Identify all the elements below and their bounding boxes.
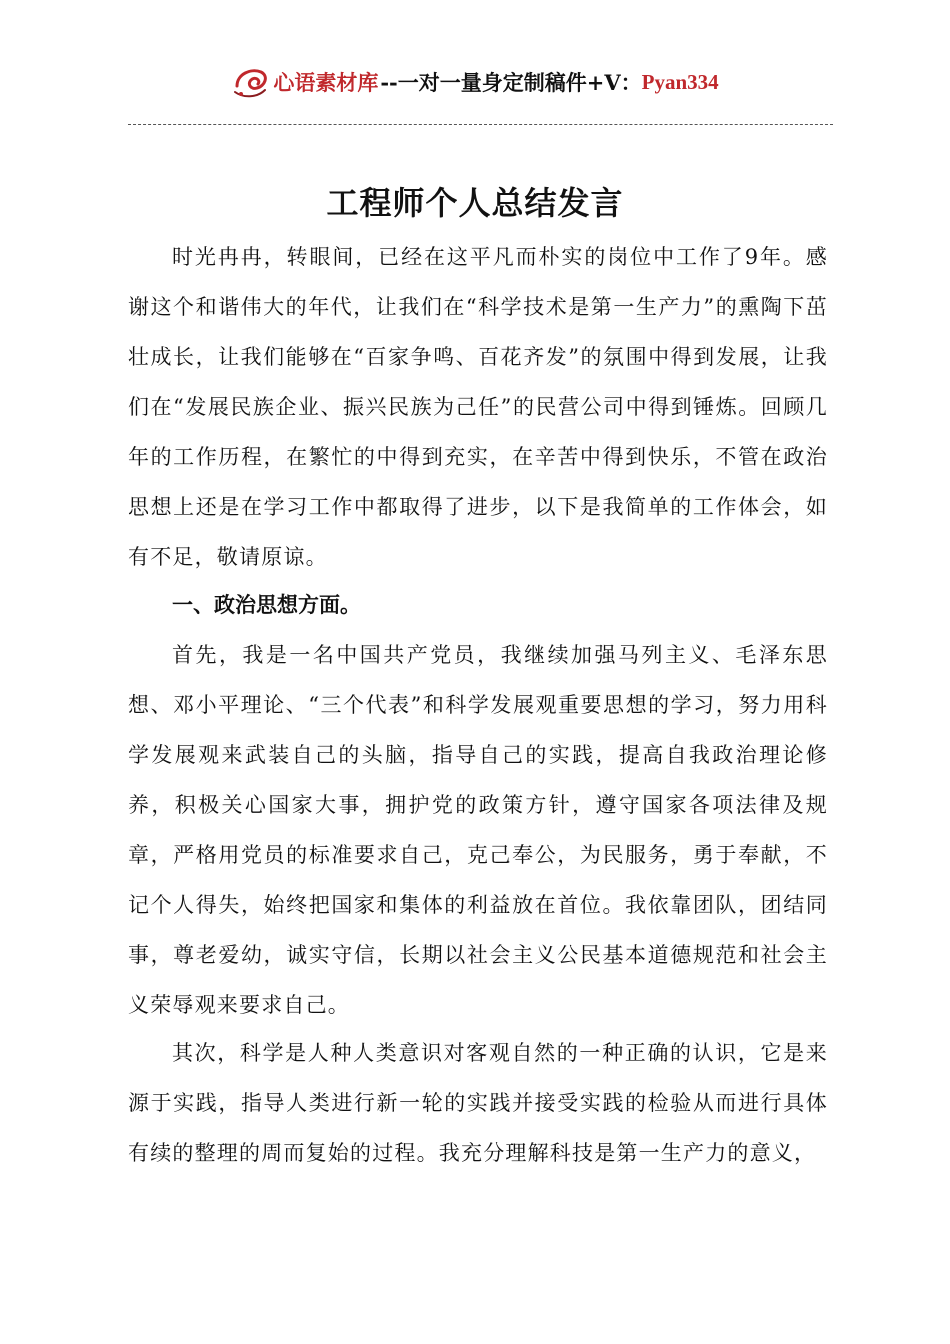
swirl-logo-icon	[231, 62, 271, 102]
document-title: 工程师个人总结发言	[326, 184, 624, 222]
header-tagline: --一对一量身定制稿件+V：	[380, 70, 642, 95]
contact-id: Pyan334	[641, 69, 719, 94]
paragraph-second: 其次，科学是人种人类意识对客观自然的一种正确的认识，它是来源于实践，指导人类进行新一轮的实践并接受实践的检验从而进行具体有续的整理的周而复始的过程。我充分理解科技是第一生产力的意义，	[128, 1041, 828, 1165]
paragraph-first: 首先，我是一名中国共产党员，我继续加强马列主义、毛泽东思想、邓小平理论、“三个代表”和科学发展观重要思想的学习，努力用科学发展观来武装自己的头脑，指导自己的实践，提高自我政治理论修养，积极关心国家大事，拥护党的政策方针，遵守国家各项法律及规章，严格用党员的标准要求自己，克己奉公，为民服务，勇于奉献，不记个人得失，始终把国家和集体的利益放在首位。我依靠团队，团结同事，尊老爱幼，诚实守信，长期以社会主义公民基本道德规范和社会主义荣辱观来要求自己。	[128, 643, 828, 1017]
header-divider	[128, 124, 833, 125]
paragraph-intro: 时光冉冉，转眼间，已经在这平凡而朴实的岗位中工作了9年。感谢这个和谐伟大的年代，让我们在“科学技术是第一生产力”的熏陶下茁壮成长，让我们能够在“百家争鸣、百花齐发”的氛围中得到发展，让我们在“发展民族企业、振兴民族为己任”的民营公司中得到锤炼。回顾几年的工作历程，在繁忙的中得到充实，在辛苦中得到快乐，不管在政治思想上还是在学习工作中都取得了进步，以下是我简单的工作体会，如有不足，敬请原谅。	[128, 245, 828, 569]
page-header	[0, 60, 950, 104]
section-heading-political: 一、政治思想方面。	[172, 593, 361, 617]
brand-name: 心语素材库	[273, 70, 379, 95]
